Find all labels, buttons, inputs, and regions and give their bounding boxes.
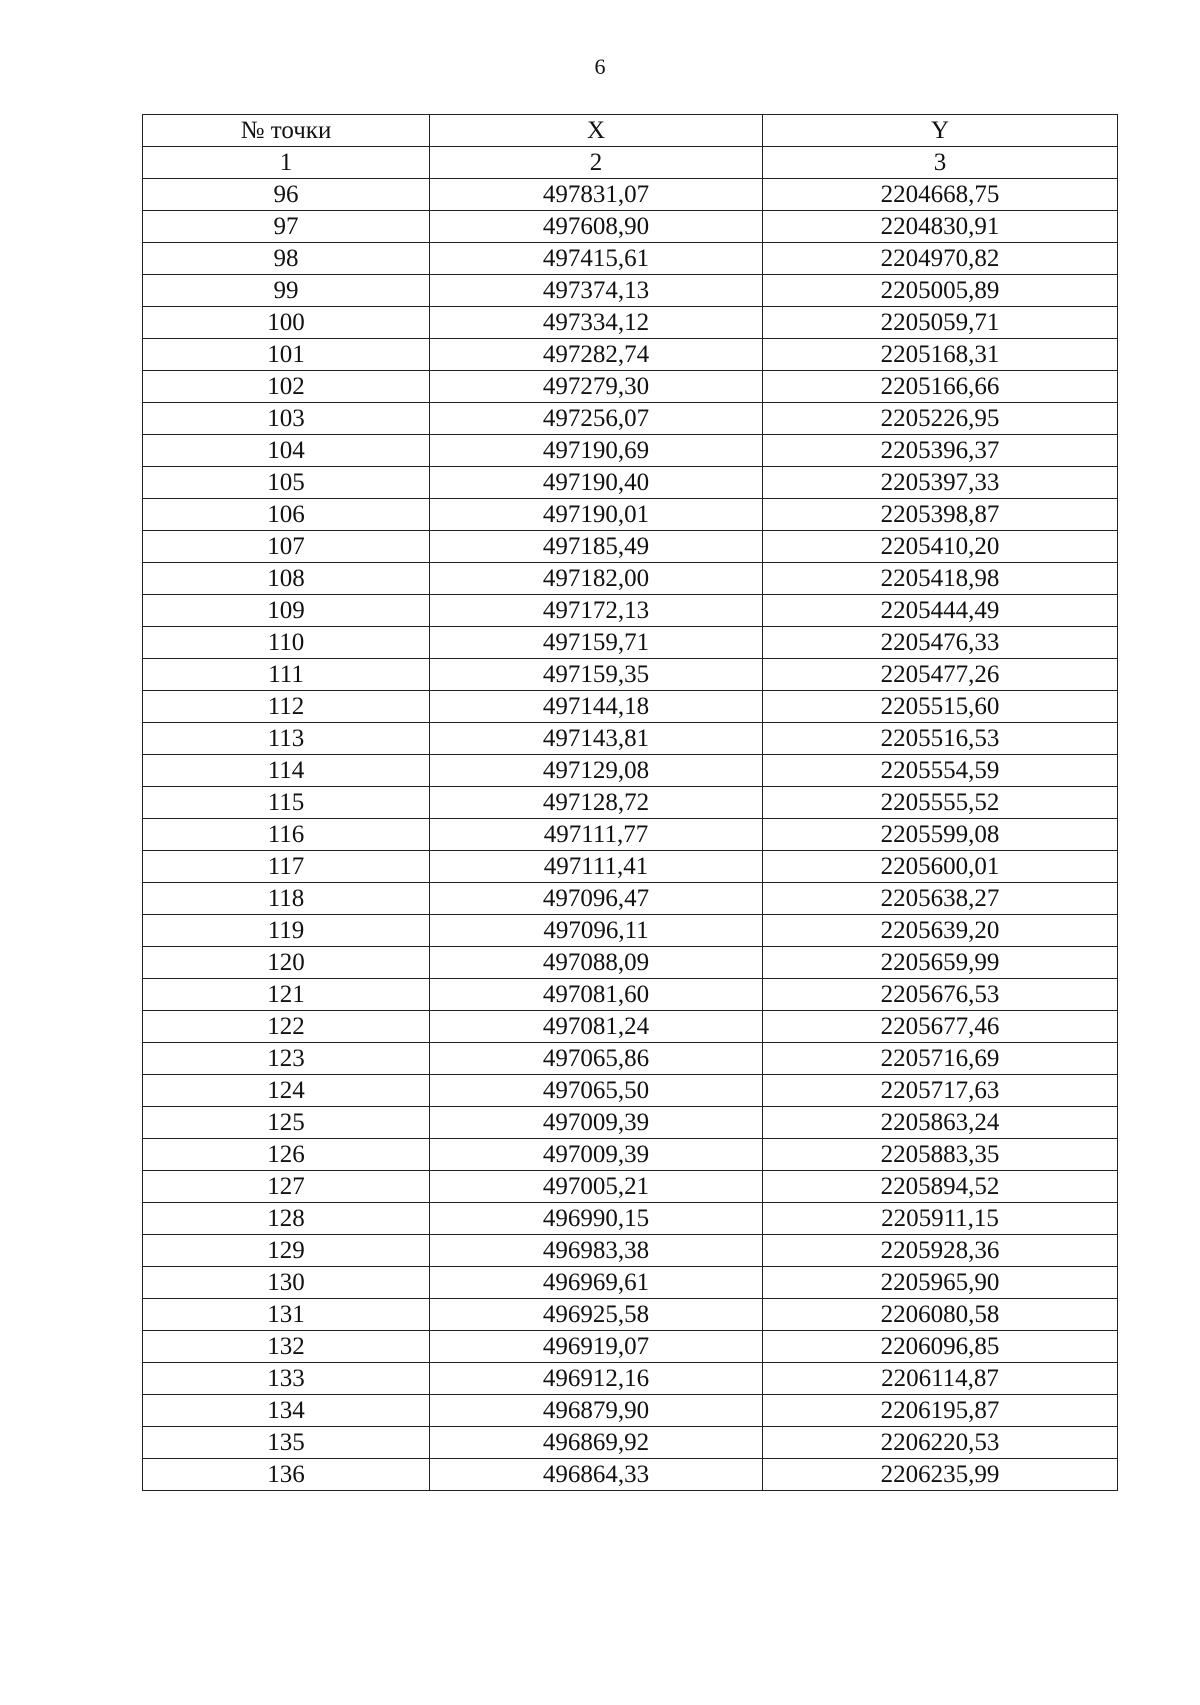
point-number-cell: 120 — [143, 947, 430, 979]
table-row — [143, 1139, 1118, 1171]
table-header — [143, 115, 1118, 179]
point-number-cell: 97 — [143, 211, 430, 243]
header-x: X — [430, 115, 763, 147]
table-row — [143, 883, 1118, 915]
y-coordinate-cell: 2205965,90 — [763, 1267, 1118, 1299]
x-coordinate-cell: 497144,18 — [430, 691, 763, 723]
point-number-cell: 110 — [143, 627, 430, 659]
y-coordinate-cell: 2205166,66 — [763, 371, 1118, 403]
table-row — [143, 1331, 1118, 1363]
point-number-cell: 126 — [143, 1139, 430, 1171]
x-coordinate-cell: 497111,77 — [430, 819, 763, 851]
point-number-cell: 105 — [143, 467, 430, 499]
x-coordinate-cell: 497185,49 — [430, 531, 763, 563]
y-coordinate-cell: 2205444,49 — [763, 595, 1118, 627]
column-number-1: 1 — [143, 147, 430, 179]
point-number-cell: 117 — [143, 851, 430, 883]
x-coordinate-cell: 497009,39 — [430, 1107, 763, 1139]
x-coordinate-cell: 497081,60 — [430, 979, 763, 1011]
y-coordinate-cell: 2204970,82 — [763, 243, 1118, 275]
y-coordinate-cell: 2206096,85 — [763, 1331, 1118, 1363]
x-coordinate-cell: 497111,41 — [430, 851, 763, 883]
x-coordinate-cell: 497159,35 — [430, 659, 763, 691]
table-row — [143, 1235, 1118, 1267]
table-row — [143, 659, 1118, 691]
coordinates-table — [142, 114, 1118, 1491]
y-coordinate-cell: 2206080,58 — [763, 1299, 1118, 1331]
y-coordinate-cell: 2205516,53 — [763, 723, 1118, 755]
point-number-cell: 96 — [143, 179, 430, 211]
table-row — [143, 563, 1118, 595]
y-coordinate-cell: 2205677,46 — [763, 1011, 1118, 1043]
table-row — [143, 1043, 1118, 1075]
point-number-cell: 132 — [143, 1331, 430, 1363]
y-coordinate-cell: 2205005,89 — [763, 275, 1118, 307]
point-number-cell: 106 — [143, 499, 430, 531]
y-coordinate-cell: 2205168,31 — [763, 339, 1118, 371]
table-row — [143, 371, 1118, 403]
x-coordinate-cell: 496925,58 — [430, 1299, 763, 1331]
point-number-cell: 125 — [143, 1107, 430, 1139]
table-row — [143, 243, 1118, 275]
point-number-cell: 114 — [143, 755, 430, 787]
y-coordinate-cell: 2205397,33 — [763, 467, 1118, 499]
table-row — [143, 947, 1118, 979]
table-row — [143, 499, 1118, 531]
table-row — [143, 1299, 1118, 1331]
x-coordinate-cell: 497065,86 — [430, 1043, 763, 1075]
x-coordinate-cell: 497182,00 — [430, 563, 763, 595]
point-number-cell: 100 — [143, 307, 430, 339]
x-coordinate-cell: 497096,47 — [430, 883, 763, 915]
y-coordinate-cell: 2205476,33 — [763, 627, 1118, 659]
point-number-cell: 121 — [143, 979, 430, 1011]
table-row — [143, 915, 1118, 947]
page-number: 6 — [594, 54, 606, 79]
y-coordinate-cell: 2205059,71 — [763, 307, 1118, 339]
point-number-cell: 119 — [143, 915, 430, 947]
x-coordinate-cell: 497374,13 — [430, 275, 763, 307]
point-number-cell: 102 — [143, 371, 430, 403]
x-coordinate-cell: 497190,69 — [430, 435, 763, 467]
x-coordinate-cell: 497088,09 — [430, 947, 763, 979]
point-number-cell: 109 — [143, 595, 430, 627]
table-row — [143, 787, 1118, 819]
point-number-cell: 107 — [143, 531, 430, 563]
x-coordinate-cell: 497128,72 — [430, 787, 763, 819]
x-coordinate-cell: 497159,71 — [430, 627, 763, 659]
point-number-cell: 122 — [143, 1011, 430, 1043]
x-coordinate-cell: 496864,33 — [430, 1459, 763, 1491]
x-coordinate-cell: 497279,30 — [430, 371, 763, 403]
x-coordinate-cell: 496912,16 — [430, 1363, 763, 1395]
table-row — [143, 179, 1118, 211]
point-number-cell: 124 — [143, 1075, 430, 1107]
point-number-cell: 123 — [143, 1043, 430, 1075]
x-coordinate-cell: 497282,74 — [430, 339, 763, 371]
point-number-cell: 108 — [143, 563, 430, 595]
point-number-cell: 135 — [143, 1427, 430, 1459]
table-row — [143, 1171, 1118, 1203]
header-point-number: № точки — [143, 115, 430, 147]
table-row — [143, 627, 1118, 659]
x-coordinate-cell: 497096,11 — [430, 915, 763, 947]
y-coordinate-cell: 2205863,24 — [763, 1107, 1118, 1139]
x-coordinate-cell: 497172,13 — [430, 595, 763, 627]
x-coordinate-cell: 497081,24 — [430, 1011, 763, 1043]
y-coordinate-cell: 2205477,26 — [763, 659, 1118, 691]
point-number-cell: 128 — [143, 1203, 430, 1235]
point-number-cell: 113 — [143, 723, 430, 755]
table-row — [143, 851, 1118, 883]
table-row — [143, 275, 1118, 307]
table-row — [143, 1267, 1118, 1299]
point-number-cell: 127 — [143, 1171, 430, 1203]
table-row — [143, 1075, 1118, 1107]
header-row — [143, 115, 1118, 147]
column-number-2: 2 — [430, 147, 763, 179]
table-row — [143, 1011, 1118, 1043]
y-coordinate-cell: 2205398,87 — [763, 499, 1118, 531]
y-coordinate-cell: 2206235,99 — [763, 1459, 1118, 1491]
table-row — [143, 723, 1118, 755]
point-number-cell: 112 — [143, 691, 430, 723]
table-row — [143, 1203, 1118, 1235]
table-row — [143, 755, 1118, 787]
y-coordinate-cell: 2205418,98 — [763, 563, 1118, 595]
table-row — [143, 531, 1118, 563]
table-row — [143, 595, 1118, 627]
x-coordinate-cell: 497009,39 — [430, 1139, 763, 1171]
x-coordinate-cell: 496983,38 — [430, 1235, 763, 1267]
table-body — [143, 179, 1118, 1491]
table-row — [143, 339, 1118, 371]
point-number-cell: 134 — [143, 1395, 430, 1427]
point-number-cell: 115 — [143, 787, 430, 819]
x-coordinate-cell: 497065,50 — [430, 1075, 763, 1107]
y-coordinate-cell: 2205883,35 — [763, 1139, 1118, 1171]
y-coordinate-cell: 2205600,01 — [763, 851, 1118, 883]
x-coordinate-cell: 496869,92 — [430, 1427, 763, 1459]
table-row — [143, 1459, 1118, 1491]
header-y: Y — [763, 115, 1118, 147]
y-coordinate-cell: 2206220,53 — [763, 1427, 1118, 1459]
y-coordinate-cell: 2205555,52 — [763, 787, 1118, 819]
point-number-cell: 116 — [143, 819, 430, 851]
y-coordinate-cell: 2205599,08 — [763, 819, 1118, 851]
y-coordinate-cell: 2205716,69 — [763, 1043, 1118, 1075]
y-coordinate-cell: 2204668,75 — [763, 179, 1118, 211]
x-coordinate-cell: 497334,12 — [430, 307, 763, 339]
x-coordinate-cell: 497415,61 — [430, 243, 763, 275]
x-coordinate-cell: 496919,07 — [430, 1331, 763, 1363]
x-coordinate-cell: 497608,90 — [430, 211, 763, 243]
y-coordinate-cell: 2205226,95 — [763, 403, 1118, 435]
point-number-cell: 101 — [143, 339, 430, 371]
table-row — [143, 211, 1118, 243]
table-row — [143, 403, 1118, 435]
y-coordinate-cell: 2205894,52 — [763, 1171, 1118, 1203]
point-number-cell: 98 — [143, 243, 430, 275]
table-row — [143, 819, 1118, 851]
y-coordinate-cell: 2205639,20 — [763, 915, 1118, 947]
point-number-cell: 130 — [143, 1267, 430, 1299]
point-number-cell: 136 — [143, 1459, 430, 1491]
y-coordinate-cell: 2204830,91 — [763, 211, 1118, 243]
y-coordinate-cell: 2205928,36 — [763, 1235, 1118, 1267]
y-coordinate-cell: 2205515,60 — [763, 691, 1118, 723]
y-coordinate-cell: 2206195,87 — [763, 1395, 1118, 1427]
x-coordinate-cell: 496879,90 — [430, 1395, 763, 1427]
table-row — [143, 467, 1118, 499]
x-coordinate-cell: 497256,07 — [430, 403, 763, 435]
table-row — [143, 307, 1118, 339]
x-coordinate-cell: 497129,08 — [430, 755, 763, 787]
x-coordinate-cell: 497143,81 — [430, 723, 763, 755]
y-coordinate-cell: 2205676,53 — [763, 979, 1118, 1011]
table-row — [143, 435, 1118, 467]
table-row — [143, 1107, 1118, 1139]
column-number-row — [143, 147, 1118, 179]
point-number-cell: 99 — [143, 275, 430, 307]
table-row — [143, 1363, 1118, 1395]
x-coordinate-cell: 496990,15 — [430, 1203, 763, 1235]
table-row — [143, 691, 1118, 723]
point-number-cell: 111 — [143, 659, 430, 691]
point-number-cell: 131 — [143, 1299, 430, 1331]
point-number-cell: 133 — [143, 1363, 430, 1395]
y-coordinate-cell: 2205717,63 — [763, 1075, 1118, 1107]
point-number-cell: 103 — [143, 403, 430, 435]
table-row — [143, 1395, 1118, 1427]
y-coordinate-cell: 2205638,27 — [763, 883, 1118, 915]
x-coordinate-cell: 497005,21 — [430, 1171, 763, 1203]
y-coordinate-cell: 2206114,87 — [763, 1363, 1118, 1395]
y-coordinate-cell: 2205396,37 — [763, 435, 1118, 467]
point-number-cell: 129 — [143, 1235, 430, 1267]
y-coordinate-cell: 2205554,59 — [763, 755, 1118, 787]
point-number-cell: 118 — [143, 883, 430, 915]
point-number-cell: 104 — [143, 435, 430, 467]
x-coordinate-cell: 497190,40 — [430, 467, 763, 499]
x-coordinate-cell: 497831,07 — [430, 179, 763, 211]
table-row — [143, 1427, 1118, 1459]
table-row — [143, 979, 1118, 1011]
y-coordinate-cell: 2205911,15 — [763, 1203, 1118, 1235]
column-number-3: 3 — [763, 147, 1118, 179]
x-coordinate-cell: 496969,61 — [430, 1267, 763, 1299]
y-coordinate-cell: 2205410,20 — [763, 531, 1118, 563]
y-coordinate-cell: 2205659,99 — [763, 947, 1118, 979]
x-coordinate-cell: 497190,01 — [430, 499, 763, 531]
